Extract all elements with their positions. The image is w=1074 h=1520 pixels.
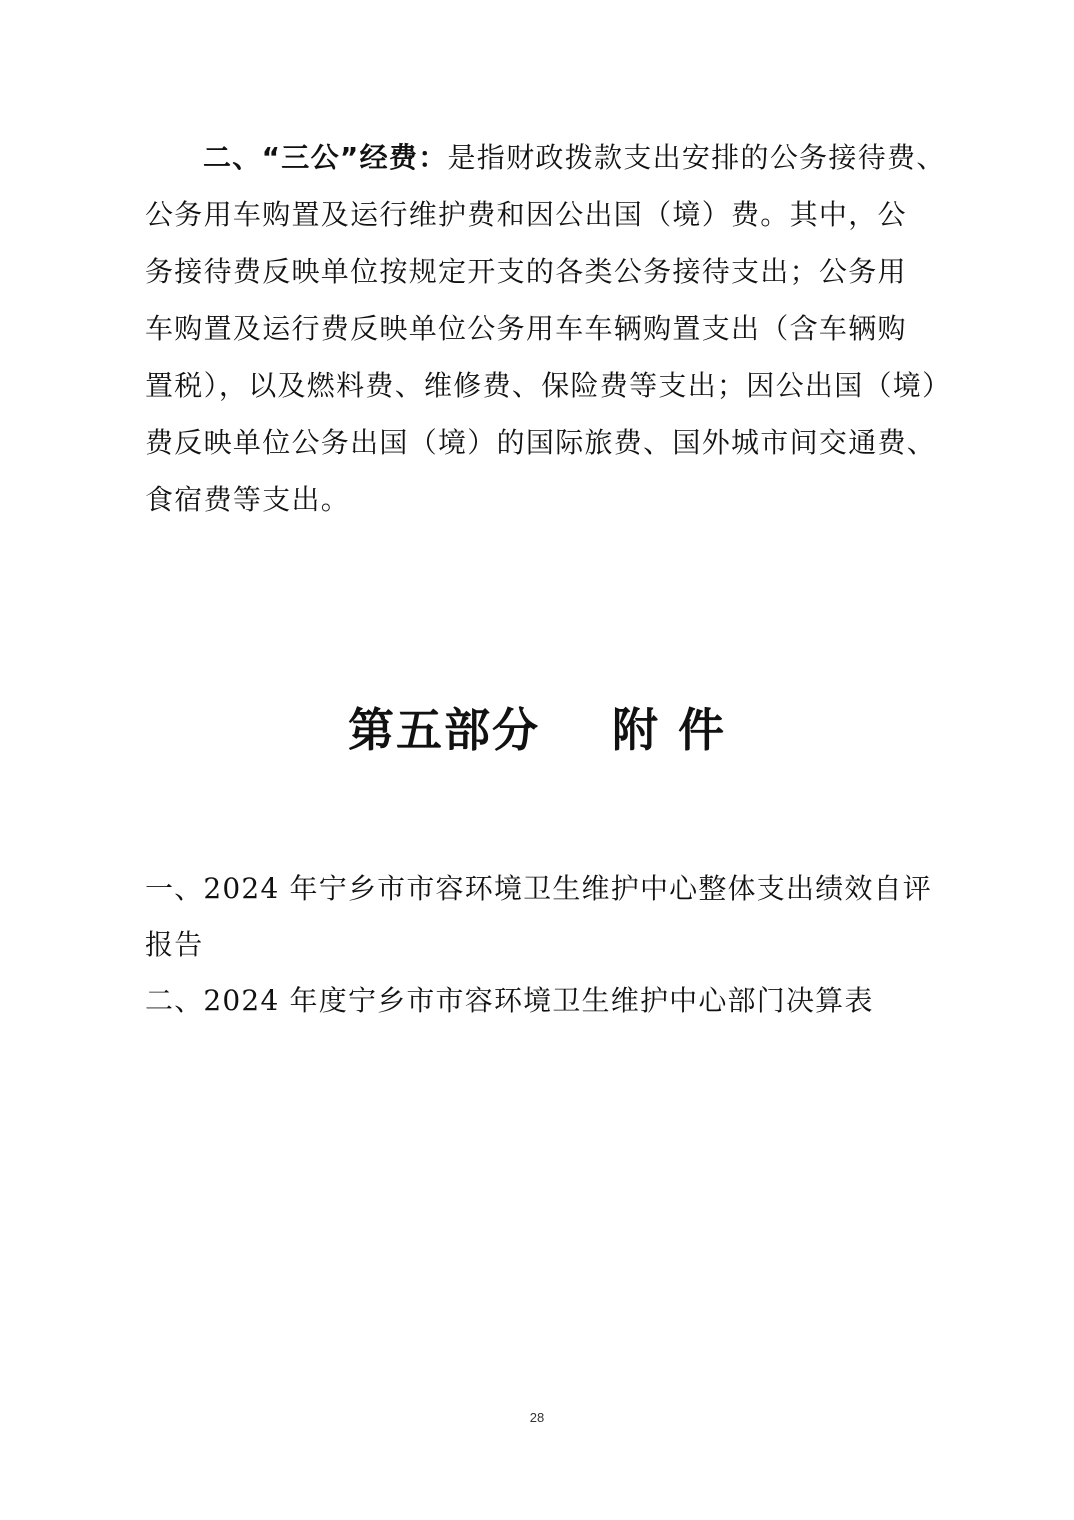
attachment-item-1-line-2: 报告 xyxy=(145,928,204,961)
definition-text: 是指财政拨款支出安排的公务接待费、 xyxy=(447,141,946,174)
attachment-item-1-line-1: 一、2024 年宁乡市市容环境卫生维护中心整体支出绩效自评 xyxy=(145,872,932,905)
definition-line: 费反映单位公务出国（境）的国际旅费、国外城市间交通费、 xyxy=(145,426,937,459)
definition-term: 二、“三公”经费： xyxy=(203,141,448,174)
definition-line: 食宿费等支出。 xyxy=(145,483,351,516)
page-number: 28 xyxy=(529,1410,545,1425)
definition-paragraph xyxy=(145,129,952,528)
definition-line: 公务用车购置及运行维护费和因公出国（境）费。其中，公 xyxy=(145,198,907,231)
definition-line: 车购置及运行费反映单位公务用车车辆购置支出（含车辆购 xyxy=(145,312,907,345)
attachment-item-2: 二、2024 年度宁乡市市容环境卫生维护中心部门决算表 xyxy=(145,984,874,1017)
section-title: 第五部分 附 件 xyxy=(347,703,727,757)
definition-line: 置税），以及燃料费、维修费、保险费等支出；因公出国（境） xyxy=(145,369,952,402)
definition-first-line xyxy=(145,129,945,186)
definition-line: 务接待费反映单位按规定开支的各类公务接待支出；公务用 xyxy=(145,255,907,288)
attachment-list xyxy=(145,861,945,1029)
